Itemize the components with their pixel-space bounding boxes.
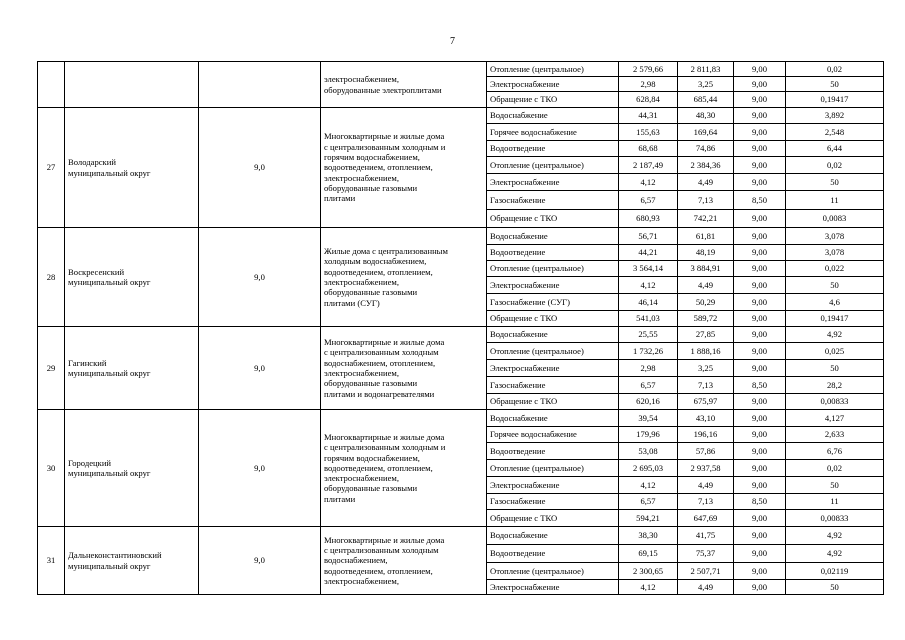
value-cell: 6,76 [786, 443, 884, 460]
value-cell: 9,00 [734, 545, 786, 563]
row-number [38, 62, 65, 108]
value-cell: 11 [786, 494, 884, 510]
municipality-name: Гагинский муниципальный округ [65, 327, 199, 410]
rate-value: 9,0 [199, 228, 321, 327]
service-name: Водоотведение [487, 545, 619, 563]
value-cell: 6,44 [786, 141, 884, 157]
service-name: Отопление (центральное) [487, 460, 619, 477]
value-cell: 2,633 [786, 427, 884, 443]
value-cell: 48,30 [678, 108, 734, 124]
service-name: Электроснабжение [487, 477, 619, 494]
housing-description: Многоквартирные и жилые дома с централизованным холодным и горячим водоснабжением, водоотведением, отоплением, электроснабжением, оборудованные газовыми плитами [321, 410, 487, 527]
value-cell: 2 937,58 [678, 460, 734, 477]
value-cell: 9,00 [734, 277, 786, 294]
rate-value: 9,0 [199, 527, 321, 595]
service-name: Обращение с ТКО [487, 510, 619, 527]
table-row [38, 410, 884, 427]
service-name: Газоснабжение (СУГ) [487, 294, 619, 311]
value-cell: 9,00 [734, 228, 786, 245]
service-name: Водоснабжение [487, 228, 619, 245]
row-number: 30 [38, 410, 65, 527]
service-name: Водоснабжение [487, 327, 619, 343]
rate-value: 9,0 [199, 410, 321, 527]
value-cell: 9,00 [734, 563, 786, 580]
value-cell: 2 507,71 [678, 563, 734, 580]
value-cell: 2 384,36 [678, 157, 734, 174]
service-name: Электроснабжение [487, 174, 619, 191]
value-cell: 9,00 [734, 261, 786, 277]
value-cell: 44,21 [619, 245, 678, 261]
value-cell: 8,50 [734, 377, 786, 394]
value-cell: 9,00 [734, 311, 786, 327]
value-cell: 46,14 [619, 294, 678, 311]
value-cell: 9,00 [734, 360, 786, 377]
value-cell: 4,6 [786, 294, 884, 311]
value-cell: 9,00 [734, 210, 786, 228]
value-cell: 620,16 [619, 394, 678, 410]
value-cell: 4,49 [678, 477, 734, 494]
value-cell: 9,00 [734, 510, 786, 527]
value-cell: 4,127 [786, 410, 884, 427]
value-cell: 4,49 [678, 277, 734, 294]
value-cell: 9,00 [734, 77, 786, 92]
value-cell: 3 884,91 [678, 261, 734, 277]
row-number: 31 [38, 527, 65, 595]
value-cell: 11 [786, 191, 884, 210]
value-cell: 4,12 [619, 277, 678, 294]
service-name: Водоотведение [487, 245, 619, 261]
value-cell: 3,078 [786, 245, 884, 261]
service-name: Отопление (центральное) [487, 261, 619, 277]
value-cell: 0,02119 [786, 563, 884, 580]
value-cell: 50 [786, 580, 884, 595]
value-cell: 742,21 [678, 210, 734, 228]
value-cell: 43,10 [678, 410, 734, 427]
service-name: Горячее водоснабжение [487, 427, 619, 443]
value-cell: 61,81 [678, 228, 734, 245]
value-cell: 50 [786, 477, 884, 494]
table-row [38, 527, 884, 545]
service-name: Обращение с ТКО [487, 92, 619, 108]
service-name: Водоотведение [487, 443, 619, 460]
service-name: Отопление (центральное) [487, 157, 619, 174]
value-cell: 3,892 [786, 108, 884, 124]
service-name: Отопление (центральное) [487, 62, 619, 77]
value-cell: 169,64 [678, 124, 734, 141]
value-cell: 7,13 [678, 377, 734, 394]
value-cell: 6,57 [619, 191, 678, 210]
value-cell: 541,03 [619, 311, 678, 327]
value-cell: 0,0083 [786, 210, 884, 228]
value-cell: 50 [786, 360, 884, 377]
housing-description: Многоквартирные и жилые дома с централизованным холодным водоснабжением, водоотведением, отоплением, электроснабжением, [321, 527, 487, 595]
value-cell: 628,84 [619, 92, 678, 108]
value-cell: 27,85 [678, 327, 734, 343]
service-name: Обращение с ТКО [487, 210, 619, 228]
table-row [38, 62, 884, 77]
value-cell: 48,19 [678, 245, 734, 261]
value-cell: 647,69 [678, 510, 734, 527]
value-cell: 53,08 [619, 443, 678, 460]
service-name: Газоснабжение [487, 494, 619, 510]
row-number: 27 [38, 108, 65, 228]
value-cell: 7,13 [678, 191, 734, 210]
value-cell: 57,86 [678, 443, 734, 460]
value-cell: 9,00 [734, 92, 786, 108]
value-cell: 4,49 [678, 174, 734, 191]
value-cell: 594,21 [619, 510, 678, 527]
value-cell: 9,00 [734, 410, 786, 427]
value-cell: 2,98 [619, 77, 678, 92]
value-cell: 9,00 [734, 141, 786, 157]
service-name: Электроснабжение [487, 580, 619, 595]
value-cell: 2 187,49 [619, 157, 678, 174]
value-cell: 50 [786, 174, 884, 191]
service-name: Водоснабжение [487, 410, 619, 427]
service-name: Газоснабжение [487, 377, 619, 394]
value-cell: 0,022 [786, 261, 884, 277]
service-name: Водоотведение [487, 141, 619, 157]
value-cell: 2 579,66 [619, 62, 678, 77]
service-name: Электроснабжение [487, 360, 619, 377]
value-cell: 3,078 [786, 228, 884, 245]
tariff-table [37, 61, 884, 595]
value-cell: 74,86 [678, 141, 734, 157]
municipality-name: Воскресенский муниципальный округ [65, 228, 199, 327]
value-cell: 2,548 [786, 124, 884, 141]
value-cell: 4,12 [619, 580, 678, 595]
rate-value: 9,0 [199, 108, 321, 228]
value-cell: 56,71 [619, 228, 678, 245]
value-cell: 4,12 [619, 174, 678, 191]
value-cell: 9,00 [734, 124, 786, 141]
value-cell: 39,54 [619, 410, 678, 427]
row-number: 28 [38, 228, 65, 327]
value-cell: 3 564,14 [619, 261, 678, 277]
municipality-name: Городецкий муниципальный округ [65, 410, 199, 527]
value-cell: 589,72 [678, 311, 734, 327]
municipality-name: Дальнеконстантиновский муниципальный округ [65, 527, 199, 595]
value-cell: 7,13 [678, 494, 734, 510]
value-cell: 68,68 [619, 141, 678, 157]
service-name: Электроснабжение [487, 77, 619, 92]
service-name: Обращение с ТКО [487, 394, 619, 410]
value-cell: 0,025 [786, 343, 884, 360]
municipality-name [65, 62, 199, 108]
service-name: Водоснабжение [487, 527, 619, 545]
housing-description: Жилые дома с централизованным холодным водоснабжением, водоотведением, отоплением, электроснабжением, оборудованные газовыми плитами (СУГ) [321, 228, 487, 327]
value-cell: 2 811,83 [678, 62, 734, 77]
value-cell: 44,31 [619, 108, 678, 124]
value-cell: 179,96 [619, 427, 678, 443]
value-cell: 4,92 [786, 527, 884, 545]
service-name: Водоснабжение [487, 108, 619, 124]
value-cell: 9,00 [734, 62, 786, 77]
value-cell: 2 695,03 [619, 460, 678, 477]
value-cell: 9,00 [734, 327, 786, 343]
value-cell: 196,16 [678, 427, 734, 443]
value-cell: 1 732,26 [619, 343, 678, 360]
value-cell: 8,50 [734, 494, 786, 510]
table-row [38, 327, 884, 343]
value-cell: 2,98 [619, 360, 678, 377]
value-cell: 9,00 [734, 527, 786, 545]
value-cell: 0,02 [786, 62, 884, 77]
value-cell: 9,00 [734, 294, 786, 311]
rate-value: 9,0 [199, 327, 321, 410]
municipality-name: Володарский муниципальный округ [65, 108, 199, 228]
value-cell: 9,00 [734, 477, 786, 494]
value-cell: 9,00 [734, 343, 786, 360]
housing-description: электроснабжением, оборудованные электроплитами [321, 62, 487, 108]
value-cell: 3,25 [678, 360, 734, 377]
value-cell: 50 [786, 277, 884, 294]
value-cell: 9,00 [734, 394, 786, 410]
value-cell: 38,30 [619, 527, 678, 545]
value-cell: 75,37 [678, 545, 734, 563]
value-cell: 4,12 [619, 477, 678, 494]
value-cell: 28,2 [786, 377, 884, 394]
value-cell: 4,49 [678, 580, 734, 595]
value-cell: 25,55 [619, 327, 678, 343]
value-cell: 155,63 [619, 124, 678, 141]
value-cell: 3,25 [678, 77, 734, 92]
service-name: Горячее водоснабжение [487, 124, 619, 141]
value-cell: 685,44 [678, 92, 734, 108]
value-cell: 1 888,16 [678, 343, 734, 360]
value-cell: 6,57 [619, 377, 678, 394]
value-cell: 9,00 [734, 460, 786, 477]
housing-description: Многоквартирные и жилые дома с централизованным холодным водоснабжением, отоплением, электроснабжением, оборудованные газовыми плитами и водонагревателями [321, 327, 487, 410]
page-number: 7 [450, 36, 455, 47]
value-cell: 50 [786, 77, 884, 92]
value-cell: 9,00 [734, 580, 786, 595]
value-cell: 9,00 [734, 427, 786, 443]
value-cell: 50,29 [678, 294, 734, 311]
value-cell: 9,00 [734, 245, 786, 261]
value-cell: 0,00833 [786, 510, 884, 527]
value-cell: 675,97 [678, 394, 734, 410]
service-name: Обращение с ТКО [487, 311, 619, 327]
service-name: Отопление (центральное) [487, 343, 619, 360]
value-cell: 9,00 [734, 174, 786, 191]
value-cell: 0,19417 [786, 92, 884, 108]
value-cell: 0,00833 [786, 394, 884, 410]
service-name: Отопление (центральное) [487, 563, 619, 580]
value-cell: 0,02 [786, 157, 884, 174]
value-cell: 8,50 [734, 191, 786, 210]
value-cell: 9,00 [734, 108, 786, 124]
value-cell: 4,92 [786, 545, 884, 563]
value-cell: 2 300,65 [619, 563, 678, 580]
value-cell: 4,92 [786, 327, 884, 343]
value-cell: 9,00 [734, 443, 786, 460]
service-name: Газоснабжение [487, 191, 619, 210]
housing-description: Многоквартирные и жилые дома с централизованным холодным и горячим водоснабжением, водоотведением, отоплением, электроснабжением, оборудованные газовыми плитами [321, 108, 487, 228]
service-name: Электроснабжение [487, 277, 619, 294]
value-cell: 0,19417 [786, 311, 884, 327]
rate-value [199, 62, 321, 108]
table-body [38, 62, 884, 595]
value-cell: 6,57 [619, 494, 678, 510]
value-cell: 0,02 [786, 460, 884, 477]
row-number: 29 [38, 327, 65, 410]
value-cell: 41,75 [678, 527, 734, 545]
table-row [38, 228, 884, 245]
value-cell: 680,93 [619, 210, 678, 228]
value-cell: 9,00 [734, 157, 786, 174]
value-cell: 69,15 [619, 545, 678, 563]
table-row [38, 108, 884, 124]
